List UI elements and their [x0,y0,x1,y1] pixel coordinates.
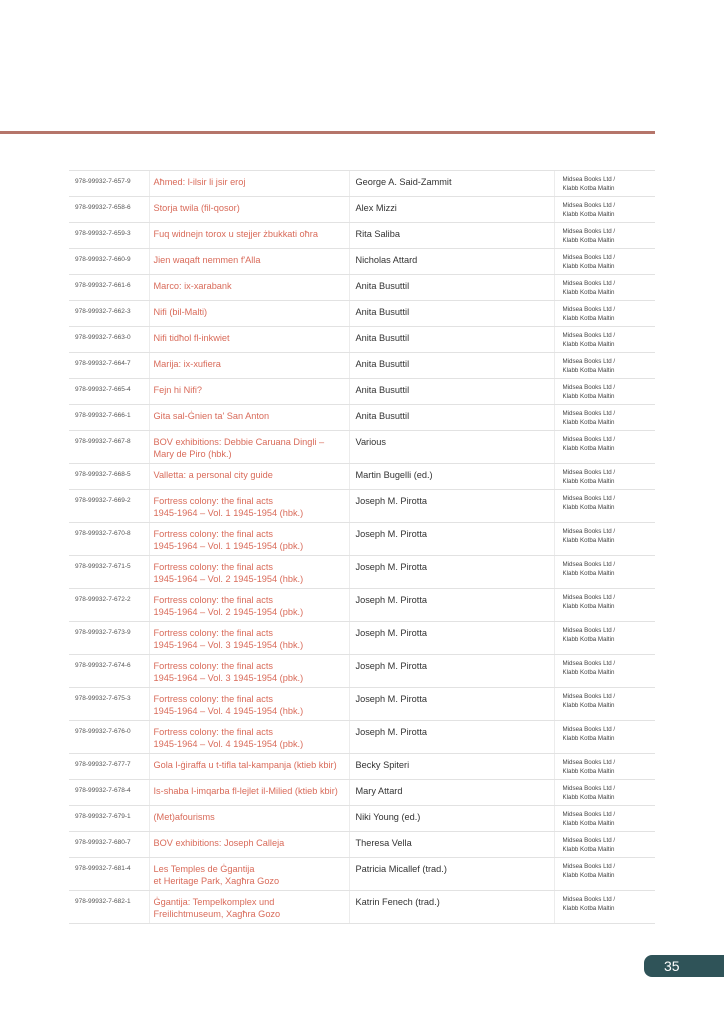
table-row [69,171,655,197]
catalog-rows [69,171,655,924]
author-cell: Joseph M. Pirotta [349,688,554,721]
publisher-cell [554,754,655,780]
author-cell: Becky Spiteri [349,754,554,780]
isbn-cell: 978-99932-7-663-0 [69,327,149,353]
publisher-line: Midsea Books Ltd / [562,785,616,792]
title-cell [149,891,349,924]
author-cell: Niki Young (ed.) [349,806,554,832]
table-row [69,721,655,754]
isbn-cell: 978-99932-7-657-9 [69,171,149,197]
publisher-cell [554,275,655,301]
title-cell [149,249,349,275]
table-row [69,832,655,858]
title-cell [149,523,349,556]
title-line: Fejn hi Nifi? [153,385,203,395]
title-cell [149,431,349,464]
publisher-cell [554,249,655,275]
title-cell [149,464,349,490]
publisher-line: Klabb Kotba Maltin [562,635,615,643]
publisher-line: Klabb Kotba Maltin [562,701,615,709]
title-line: Fortress colony: the final acts [153,562,273,572]
publisher-cell [554,832,655,858]
isbn-cell: 978-99932-7-665-4 [69,379,149,405]
publisher-line: Midsea Books Ltd / [562,495,616,502]
isbn-cell: 978-99932-7-675-3 [69,688,149,721]
publisher-cell [554,223,655,249]
title-line: 1945-1964 – Vol. 4 1945-1954 (hbk.) [153,706,304,716]
table-row [69,353,655,379]
publisher-line: Midsea Books Ltd / [562,561,616,568]
author-cell: Anita Busuttil [349,379,554,405]
isbn-cell: 978-99932-7-670-8 [69,523,149,556]
author-cell: Anita Busuttil [349,353,554,379]
title-line: Storja twila (fil-qosor) [153,203,240,213]
publisher-cell [554,431,655,464]
publisher-line: Klabb Kotba Maltin [562,444,615,452]
author-cell: Joseph M. Pirotta [349,721,554,754]
title-line: 1945-1964 – Vol. 4 1945-1954 (pbk.) [153,739,304,749]
title-line: Jien waqaft nemmen f'Alla [153,255,261,265]
publisher-line: Midsea Books Ltd / [562,896,616,903]
title-cell [149,806,349,832]
publisher-line: Klabb Kotba Maltin [562,668,615,676]
publisher-line: Klabb Kotba Maltin [562,392,615,400]
isbn-cell: 978-99932-7-659-3 [69,223,149,249]
publisher-line: Klabb Kotba Maltin [562,602,615,610]
publisher-line: Klabb Kotba Maltin [562,210,615,218]
title-cell [149,353,349,379]
title-line: Les Temples de Ġgantija [153,864,255,874]
publisher-cell [554,490,655,523]
isbn-cell: 978-99932-7-668-5 [69,464,149,490]
publisher-cell [554,721,655,754]
isbn-cell: 978-99932-7-664-7 [69,353,149,379]
publisher-line: Klabb Kotba Maltin [562,288,615,296]
author-cell: Various [349,431,554,464]
publisher-cell [554,464,655,490]
author-cell: Joseph M. Pirotta [349,622,554,655]
publisher-cell [554,405,655,431]
publisher-line: Klabb Kotba Maltin [562,184,615,192]
isbn-cell: 978-99932-7-681-4 [69,858,149,891]
table-row [69,197,655,223]
table-row [69,490,655,523]
publisher-line: Midsea Books Ltd / [562,811,616,818]
publisher-line: Midsea Books Ltd / [562,594,616,601]
title-line: Fuq widnejn torox u stejjer żbukkati oħra [153,229,318,239]
publisher-line: Midsea Books Ltd / [562,228,616,235]
publisher-line: Klabb Kotba Maltin [562,503,615,511]
publisher-line: Midsea Books Ltd / [562,436,616,443]
title-line: Is-shaba l-imqarba fl-lejlet il-Milied (ktieb kbir) [153,786,338,796]
publisher-line: Klabb Kotba Maltin [562,871,615,879]
table-row [69,249,655,275]
isbn-cell: 978-99932-7-661-6 [69,275,149,301]
table-row [69,275,655,301]
publisher-line: Klabb Kotba Maltin [562,418,615,426]
author-cell: Katrin Fenech (trad.) [349,891,554,924]
isbn-cell: 978-99932-7-674-6 [69,655,149,688]
publisher-line: Klabb Kotba Maltin [562,904,615,912]
publisher-cell [554,688,655,721]
isbn-cell: 978-99932-7-680-7 [69,832,149,858]
table-row [69,589,655,622]
table-row [69,523,655,556]
title-cell [149,655,349,688]
title-line: Fortress colony: the final acts [153,496,273,506]
table-row [69,301,655,327]
author-cell: Anita Busuttil [349,301,554,327]
publisher-line: Midsea Books Ltd / [562,837,616,844]
publisher-cell [554,858,655,891]
title-cell [149,275,349,301]
title-line: Marco: ix-xarabank [153,281,232,291]
publisher-line: Midsea Books Ltd / [562,759,616,766]
table-row [69,655,655,688]
publisher-line: Klabb Kotba Maltin [562,734,615,742]
publisher-line: Midsea Books Ltd / [562,358,616,365]
title-cell [149,622,349,655]
isbn-cell: 978-99932-7-682-1 [69,891,149,924]
publisher-line: Klabb Kotba Maltin [562,569,615,577]
title-line: Fortress colony: the final acts [153,727,273,737]
table-row [69,327,655,353]
title-line: Mary de Piro (hbk.) [153,449,232,459]
publisher-line: Midsea Books Ltd / [562,469,616,476]
author-cell: Alex Mizzi [349,197,554,223]
title-cell [149,832,349,858]
title-line: Nifi tidħol fl-inkwiet [153,333,230,343]
isbn-cell: 978-99932-7-671-5 [69,556,149,589]
title-cell [149,405,349,431]
title-line: 1945-1964 – Vol. 3 1945-1954 (pbk.) [153,673,304,683]
isbn-cell: 978-99932-7-662-3 [69,301,149,327]
title-line: 1945-1964 – Vol. 1 1945-1954 (hbk.) [153,508,304,518]
title-line: 1945-1964 – Vol. 3 1945-1954 (hbk.) [153,640,304,650]
author-cell: Martin Bugelli (ed.) [349,464,554,490]
publisher-cell [554,379,655,405]
title-cell [149,490,349,523]
table-row [69,806,655,832]
title-line: Gola l-ġiraffa u t-tifla tal-kampanja (ktieb kbir) [153,760,337,770]
title-line: Freilichtmuseum, Xagħra Gozo [153,909,281,919]
title-line: Nifi (bil-Malti) [153,307,208,317]
publisher-line: Midsea Books Ltd / [562,280,616,287]
title-cell [149,589,349,622]
publisher-line: Midsea Books Ltd / [562,410,616,417]
publisher-line: Midsea Books Ltd / [562,693,616,700]
publisher-cell [554,301,655,327]
publisher-line: Midsea Books Ltd / [562,627,616,634]
title-cell [149,688,349,721]
publisher-cell [554,171,655,197]
title-line: Fortress colony: the final acts [153,694,273,704]
title-cell [149,171,349,197]
table-row [69,622,655,655]
publisher-cell [554,197,655,223]
title-cell [149,754,349,780]
publisher-cell [554,622,655,655]
author-cell: George A. Said-Zammit [349,171,554,197]
publisher-cell [554,353,655,379]
title-line: 1945-1964 – Vol. 2 1945-1954 (pbk.) [153,607,304,617]
publisher-line: Klabb Kotba Maltin [562,819,615,827]
title-line: Fortress colony: the final acts [153,628,273,638]
publisher-line: Midsea Books Ltd / [562,726,616,733]
isbn-cell: 978-99932-7-672-2 [69,589,149,622]
title-cell [149,197,349,223]
table-row [69,891,655,924]
author-cell: Joseph M. Pirotta [349,589,554,622]
publisher-cell [554,556,655,589]
publisher-line: Klabb Kotba Maltin [562,536,615,544]
title-cell [149,223,349,249]
publisher-line: Midsea Books Ltd / [562,332,616,339]
title-cell [149,556,349,589]
table-row [69,405,655,431]
publisher-line: Midsea Books Ltd / [562,660,616,667]
title-cell [149,379,349,405]
title-cell [149,327,349,353]
title-line: et Heritage Park, Xagħra Gozo [153,876,280,886]
publisher-line: Klabb Kotba Maltin [562,477,615,485]
title-line: Marija: ix-xufiera [153,359,221,369]
publisher-line: Klabb Kotba Maltin [562,340,615,348]
title-line: (Met)afourisms [153,812,215,822]
author-cell: Joseph M. Pirotta [349,523,554,556]
publisher-line: Midsea Books Ltd / [562,202,616,209]
page-number: 35 [664,958,680,974]
publisher-cell [554,806,655,832]
author-cell: Anita Busuttil [349,405,554,431]
page-number-tab [644,955,724,977]
table-row [69,858,655,891]
isbn-cell: 978-99932-7-666-1 [69,405,149,431]
isbn-cell: 978-99932-7-667-8 [69,431,149,464]
isbn-cell: 978-99932-7-678-4 [69,780,149,806]
author-cell: Joseph M. Pirotta [349,655,554,688]
publisher-line: Midsea Books Ltd / [562,384,616,391]
isbn-cell: 978-99932-7-679-1 [69,806,149,832]
publisher-line: Midsea Books Ltd / [562,254,616,261]
title-line: 1945-1964 – Vol. 2 1945-1954 (hbk.) [153,574,304,584]
publisher-line: Klabb Kotba Maltin [562,262,615,270]
publisher-cell [554,655,655,688]
isbn-cell: 978-99932-7-677-7 [69,754,149,780]
publisher-line: Midsea Books Ltd / [562,176,616,183]
header-rule [0,131,655,134]
title-line: Gita sal-Ġnien ta' San Anton [153,411,270,421]
author-cell: Anita Busuttil [349,275,554,301]
publisher-cell [554,327,655,353]
table-row [69,688,655,721]
publisher-line: Midsea Books Ltd / [562,306,616,313]
publisher-line: Klabb Kotba Maltin [562,314,615,322]
publisher-line: Klabb Kotba Maltin [562,793,615,801]
title-cell [149,721,349,754]
publisher-cell [554,780,655,806]
author-cell: Rita Saliba [349,223,554,249]
title-cell [149,780,349,806]
title-line: 1945-1964 – Vol. 1 1945-1954 (pbk.) [153,541,304,551]
publisher-line: Klabb Kotba Maltin [562,767,615,775]
title-cell [149,301,349,327]
isbn-cell: 978-99932-7-673-9 [69,622,149,655]
title-line: Fortress colony: the final acts [153,595,273,605]
publisher-cell [554,589,655,622]
publisher-line: Midsea Books Ltd / [562,863,616,870]
table-row [69,556,655,589]
catalog-table [69,170,655,924]
publisher-cell [554,891,655,924]
isbn-cell: 978-99932-7-658-6 [69,197,149,223]
publisher-line: Midsea Books Ltd / [562,528,616,535]
publisher-line: Klabb Kotba Maltin [562,845,615,853]
author-cell: Joseph M. Pirotta [349,556,554,589]
table-row [69,431,655,464]
isbn-cell: 978-99932-7-660-9 [69,249,149,275]
title-line: Ġgantija: Tempelkomplex und [153,897,275,907]
author-cell: Theresa Vella [349,832,554,858]
publisher-line: Klabb Kotba Maltin [562,366,615,374]
table-row [69,464,655,490]
publisher-line: Klabb Kotba Maltin [562,236,615,244]
title-line: Valletta: a personal city guide [153,470,273,480]
publisher-cell [554,523,655,556]
author-cell: Mary Attard [349,780,554,806]
author-cell: Nicholas Attard [349,249,554,275]
table-row [69,780,655,806]
table-row [69,223,655,249]
title-line: Aħmed: l-ilsir li jsir eroj [153,177,246,187]
title-line: BOV exhibitions: Debbie Caruana Dingli – [153,437,325,447]
title-line: Fortress colony: the final acts [153,661,273,671]
author-cell: Anita Busuttil [349,327,554,353]
author-cell: Patricia Micallef (trad.) [349,858,554,891]
title-cell [149,858,349,891]
table-row [69,379,655,405]
title-line: BOV exhibitions: Joseph Calleja [153,838,285,848]
title-line: Fortress colony: the final acts [153,529,273,539]
isbn-cell: 978-99932-7-676-0 [69,721,149,754]
author-cell: Joseph M. Pirotta [349,490,554,523]
table-row [69,754,655,780]
isbn-cell: 978-99932-7-669-2 [69,490,149,523]
